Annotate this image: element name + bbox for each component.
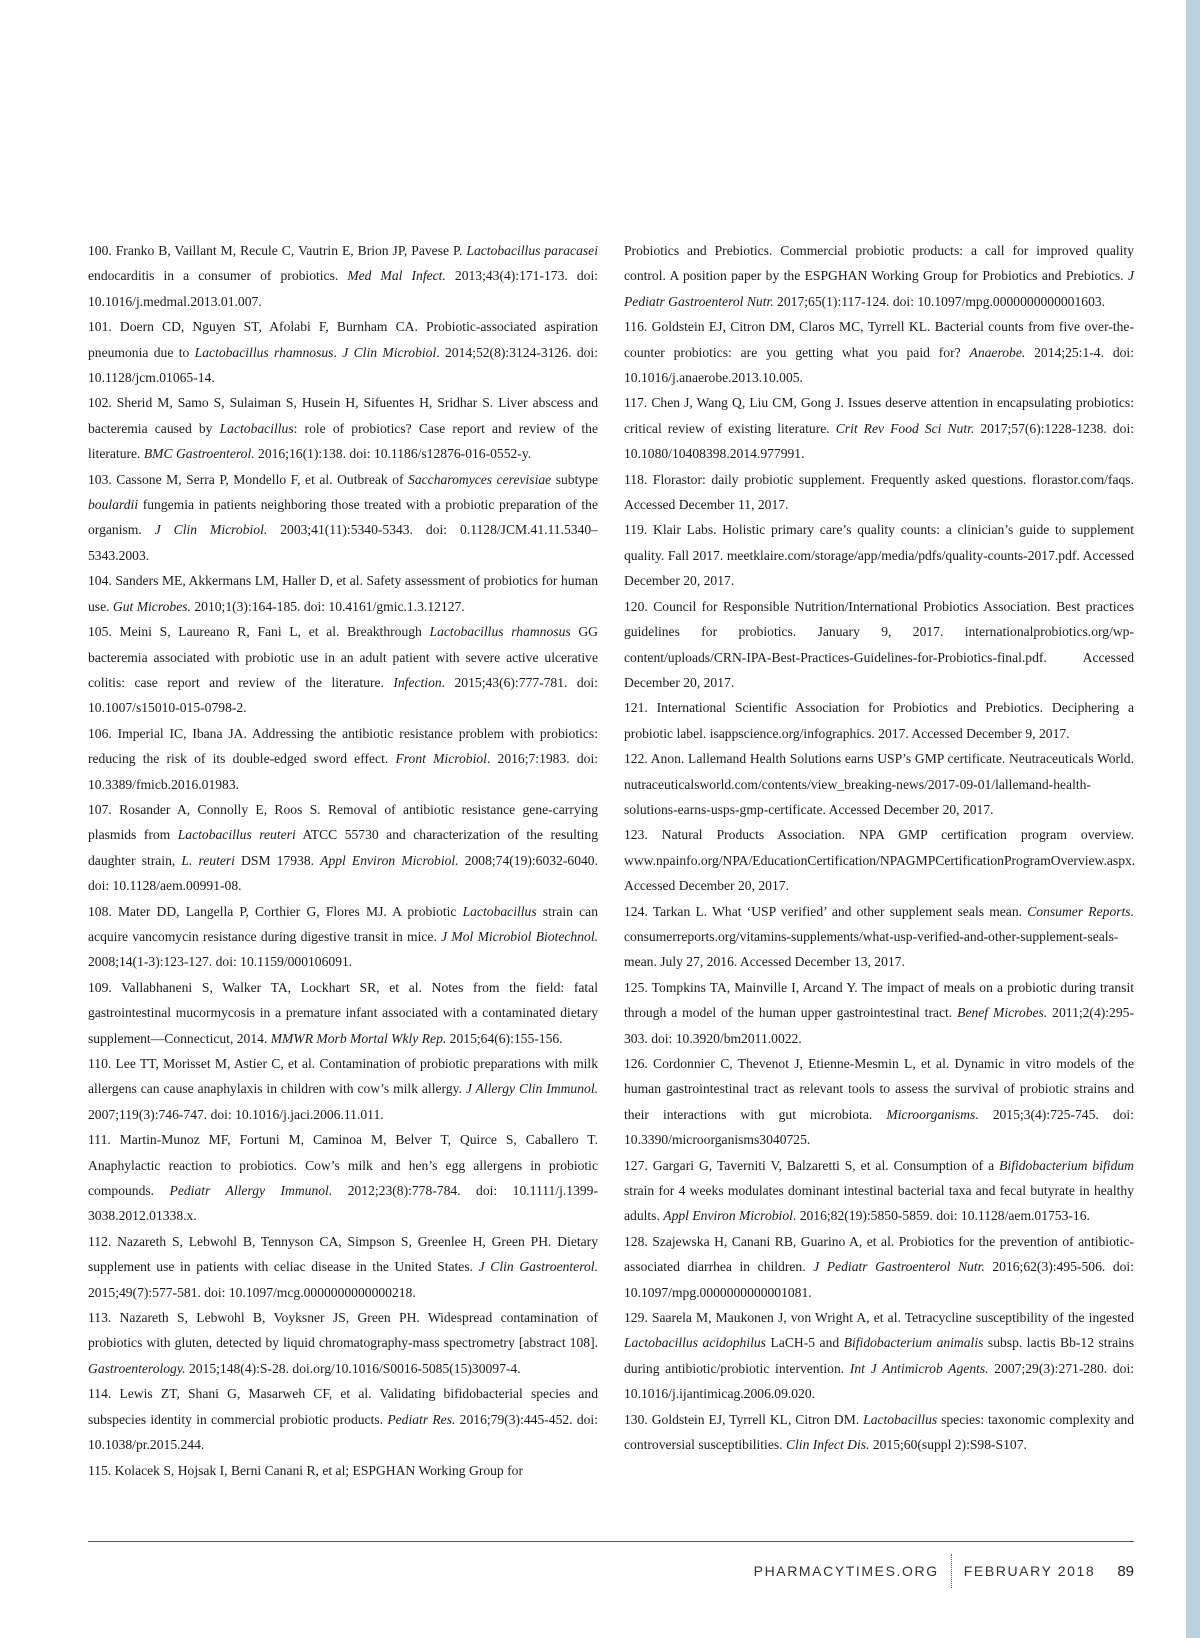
reference-text: 2011;2(4):295-303. doi: 10.3920/bm2011.0022. <box>624 1005 1134 1046</box>
reference-text: 2015;60(suppl 2):S98-S107. <box>869 1437 1027 1453</box>
reference-italic-text: Med Mal Infect. <box>347 268 446 284</box>
reference-text: 2016;79(3):445-452. doi: 10.1038/pr.2015.244. <box>88 1411 598 1453</box>
reference-text: 2007;119(3):746-747. doi: 10.1016/j.jaci.2006.11.011. <box>88 1106 384 1122</box>
reference-italic-text: Benef Microbes. <box>957 1005 1048 1021</box>
reference-text: 2017;57(6):1228-1238. doi: 10.1080/10408398.2014.977991. <box>624 420 1135 462</box>
reference-entry <box>88 1127 598 1229</box>
reference-text: GG bacteremia associated with probiotic use in an adult patient with severe active ulcerative colitis: case report and review of the literature. <box>88 624 598 690</box>
reference-text: 2015;64(6):155-156. <box>446 1030 563 1046</box>
reference-text: 118. Florastor: daily probiotic supplement. Frequently asked questions. florastor.com/faqs. Accessed December 11, 2017. <box>624 471 1134 513</box>
reference-text: 126. Cordonnier C, Thevenot J, Etienne-Mesmin L, et al. Dynamic in vitro models of the human gastrointestinal tract as relevant tools to assess the survival of probiotic strains and their interactions with gut microbiota. <box>624 1056 1134 1122</box>
reference-entry <box>88 568 598 619</box>
reference-italic-text: MMWR Morb Mortal Wkly Rep. <box>270 1030 447 1046</box>
reference-entry <box>624 517 1134 593</box>
reference-entry <box>88 1051 598 1127</box>
reference-italic-text: Pediatr Res. <box>387 1411 456 1427</box>
reference-text: 2016;62(3):495-506. doi: 10.1097/mpg.0000000000001081. <box>624 1259 1134 1300</box>
reference-text: : role of probiotics? Case report and review of the literature. <box>88 420 598 462</box>
reference-text: 105. Meini S, Laureano R, Fani L, et al. Breakthrough <box>88 624 430 640</box>
reference-italic-text: J Mol Microbiol Biotechnol. <box>441 928 598 944</box>
reference-entry <box>88 1458 598 1483</box>
reference-text: 104. Sanders ME, Akkermans LM, Haller D, et al. Safety assessment of probiotics for human use. <box>88 573 598 614</box>
reference-text: 2012;23(8):778-784. doi: 10.1111/j.1399-3038.2012.01338.x. <box>88 1183 598 1224</box>
reference-text: . 2014;52(8):3124-3126. doi: 10.1128/jcm.01065-14. <box>88 344 598 386</box>
reference-italic-text: J Pediatr Gastroenterol Nutr. <box>813 1259 985 1275</box>
reference-text: species: taxonomic complexity and controversial susceptibilities. <box>624 1411 1135 1453</box>
reference-text: 2017;65(1):117-124. doi: 10.1097/mpg.0000000000001603. <box>773 293 1106 309</box>
reference-text: 2003;41(11):5340-5343. doi: 0.1128/JCM.41.11.5340–5343.2003. <box>88 522 598 563</box>
reference-text: 2014;25:1-4. doi: 10.1016/j.anaerobe.2013.10.005. <box>624 344 1134 386</box>
reference-entry <box>88 1305 598 1381</box>
reference-text: 117. Chen J, Wang Q, Liu CM, Gong J. Issues deserve attention in encapsulating probiotics: critical review of existing literature. <box>624 395 1134 436</box>
reference-text: 2013;43(4):171-173. doi: 10.1016/j.medmal.2013.01.007. <box>88 268 598 309</box>
page-number: 89 <box>1117 1562 1134 1580</box>
reference-italic-text: J Clin Microbiol. <box>154 522 268 538</box>
reference-text: 102. Sherid M, Samo S, Sulaiman S, Husein H, Sifuentes H, Sridhar S. Liver abscess and bacteremia caused by <box>88 395 598 436</box>
reference-italic-text: Front Microbiol <box>395 751 487 767</box>
reference-italic-text: Lactobacillus rhamnosus <box>429 624 571 640</box>
reference-text: endocarditis in a consumer of probiotics. <box>88 268 348 284</box>
reference-entry <box>624 1229 1134 1305</box>
reference-italic-text: Lactobacillus reuteri <box>177 827 296 843</box>
reference-italic-text: Lactobacillus rhamnosus <box>194 344 334 360</box>
reference-entry <box>624 975 1134 1051</box>
reference-entry <box>624 1051 1134 1153</box>
reference-italic-text: J Pediatr Gastroenterol Nutr. <box>624 268 1134 309</box>
reference-entry <box>624 1305 1134 1407</box>
reference-entry <box>624 594 1134 696</box>
reference-text: consumerreports.org/vitamins-supplements/what-usp-verified-and-other-supplement-seals-mean. July 27, 2016. Accessed December 13, 2017. <box>624 928 1119 970</box>
reference-italic-text: Lactobacillus <box>863 1411 938 1427</box>
reference-italic-text: L. reuteri <box>181 852 235 868</box>
reference-text: ATCC 55730 and characterization of the resulting daughter strain, <box>88 827 599 868</box>
footer-separator <box>951 1554 952 1588</box>
reference-italic-text: Consumer Reports. <box>1027 903 1134 919</box>
reference-text: strain can acquire vancomycin resistance during digestive transit in mice. <box>88 903 598 944</box>
reference-entry <box>624 899 1134 975</box>
reference-text: . 2016;82(19):5850-5859. doi: 10.1128/aem.01753-16. <box>792 1208 1090 1224</box>
reference-italic-text: Pediatr Allergy Immunol. <box>169 1183 333 1199</box>
reference-italic-text: Crit Rev Food Sci Nutr. <box>835 420 975 436</box>
reference-text: 129. Saarela M, Maukonen J, von Wright A, et al. Tetracycline susceptibility of the ingested <box>624 1310 1134 1326</box>
reference-text: . <box>333 344 343 360</box>
reference-text: Probiotics and Prebiotics. Commercial probiotic products: a call for improved quality control. A position paper by the ESPGHAN Working Group for Probiotics and Prebiotics. <box>624 243 1134 284</box>
reference-entry <box>624 238 1134 314</box>
reference-text: subsp. lactis Bb-12 strains during antibiotic/probiotic intervention. <box>624 1335 1135 1376</box>
reference-text: . 2016;7:1983. doi: 10.3389/fmicb.2016.01983. <box>88 751 598 792</box>
reference-text: 119. Klair Labs. Holistic primary care’s quality counts: a clinician’s guide to supplement quality. Fall 2017. meetklaire.com/storage/app/media/pdfs/quality-counts-2017.pdf. Accessed December 20, 2017. <box>624 522 1134 589</box>
reference-text: 120. Council for Responsible Nutrition/International Probiotics Association. Best practices guidelines for probiotics. January 9, 2017. internationalprobiotics.org/wp-content/uploads/CRN-IPA-Best-Practices-Guidelines-for-Probiotics-final.pdf. Accessed December 20, 2017. <box>624 598 1134 690</box>
reference-entry <box>624 822 1134 898</box>
reference-text: 121. International Scientific Association for Probiotics and Prebiotics. Deciphering a probiotic label. isappscience.org/infographics. 2017. Accessed December 9, 2017. <box>624 700 1134 741</box>
reference-entry <box>88 314 598 390</box>
reference-text: 122. Anon. Lallemand Health Solutions earns USP’s GMP certificate. Neutraceuticals World. nutraceuticalsworld.com/contents/view_breaking-news/2017-09-01/lallemand-health-solutions-earns-usps-gmp-certificate. Accessed December 20, 2017. <box>624 751 1134 817</box>
reference-text: 107. Rosander A, Connolly E, Roos S. Removal of antibiotic resistance gene-carrying plasmids from <box>88 801 598 843</box>
reference-italic-text: Lactobacillus <box>462 903 537 919</box>
reference-text: 128. Szajewska H, Canani RB, Guarino A, et al. Probiotics for the prevention of antibiotic-associated diarrhea in children. <box>624 1233 1134 1275</box>
reference-text: 111. Martin-Munoz MF, Fortuni M, Caminoa M, Belver T, Quirce S, Caballero T. Anaphylactic reaction to probiotics. Cow’s milk and hen’s egg allergens in probiotic compounds. <box>88 1132 598 1199</box>
reference-text: 101. Doern CD, Nguyen ST, Afolabi F, Burnham CA. Probiotic-associated aspiration pneumonia due to <box>88 319 598 360</box>
reference-entry <box>624 1153 1134 1229</box>
reference-italic-text: J Clin Microbiol <box>342 344 437 360</box>
footer-divider <box>88 1541 1134 1542</box>
reference-text: 116. Goldstein EJ, Citron DM, Claros MC, Tyrrell KL. Bacterial counts from five over-the-counter probiotics: are you getting what you paid for? <box>624 319 1134 360</box>
references-right-column <box>624 238 1134 1458</box>
reference-entry <box>624 314 1134 390</box>
reference-text: LaCH-5 and <box>765 1335 844 1351</box>
reference-text: 113. Nazareth S, Lebwohl B, Voyksner JS, Green PH. Widespread contamination of probiotics with gluten, detected by liquid chromatography-mass spectrometry [abstract 108]. <box>88 1310 598 1351</box>
reference-entry <box>624 390 1134 466</box>
reference-italic-text: Bifidobacterium bifidum <box>999 1157 1134 1173</box>
reference-italic-text: Anaerobe. <box>969 344 1026 360</box>
reference-entry <box>88 1381 598 1457</box>
reference-entry <box>624 746 1134 822</box>
reference-italic-text: J Clin Gastroenterol. <box>478 1259 598 1275</box>
reference-italic-text: boulardii <box>88 497 139 513</box>
reference-italic-text: Gut Microbes. <box>112 598 191 614</box>
reference-text: 108. Mater DD, Langella P, Corthier G, Flores MJ. A probiotic <box>88 903 463 919</box>
reference-text: 100. Franko B, Vaillant M, Recule C, Vautrin E, Brion JP, Pavese P. <box>88 243 467 258</box>
reference-italic-text: Microorganisms <box>886 1106 976 1122</box>
reference-text: 2015;148(4):S-28. doi.org/10.1016/S0016-5085(15)30097-4. <box>185 1360 521 1376</box>
reference-italic-text: Appl Environ Microbiol. <box>320 852 459 868</box>
reference-text: 112. Nazareth S, Lebwohl B, Tennyson CA, Simpson S, Greenlee H, Green PH. Dietary supplement use in patients with celiac disease in the United States. <box>88 1233 598 1275</box>
reference-entry <box>88 1229 598 1305</box>
reference-text: 106. Imperial IC, Ibana JA. Addressing the antibiotic resistance problem with probiotics: reducing the risk of its double-edged sword effect. <box>88 725 598 767</box>
reference-text: 123. Natural Products Association. NPA GMP certification program overview. www.npainfo.org/NPA/EducationCertification/NPAGMPCertificationProgramOverview.aspx. Accessed December 20, 2017. <box>624 827 1136 894</box>
reference-text: . 2015;3(4):725-745. doi: 10.3390/microorganisms3040725. <box>624 1106 1134 1148</box>
reference-entry <box>88 797 598 899</box>
reference-text: subtype <box>551 471 599 487</box>
reference-text: 2016;16(1):138. doi: 10.1186/s12876-016-0552-y. <box>254 446 532 462</box>
reference-entry <box>624 1407 1134 1458</box>
reference-entry <box>88 467 598 569</box>
reference-text: fungemia in patients neighboring those treated with a probiotic preparation of the organism. <box>88 497 598 538</box>
reference-entry <box>88 721 598 797</box>
reference-text: 114. Lewis ZT, Shani G, Masarweh CF, et al. Validating bifidobacterial species and subspecies identity in commercial probiotic products. <box>88 1386 598 1427</box>
footer-site: PHARMACYTIMES.ORG <box>753 1563 939 1579</box>
reference-text: 115. Kolacek S, Hojsak I, Berni Canani R, et al; ESPGHAN Working Group for <box>88 1462 523 1478</box>
reference-text: 2008;14(1-3):123-127. doi: 10.1159/000106091. <box>88 954 353 970</box>
reference-entry <box>624 695 1134 746</box>
footer-issue: FEBRUARY 2018 <box>963 1563 1096 1579</box>
reference-text: 2015;49(7):577-581. doi: 10.1097/mcg.0000000000000218. <box>88 1284 416 1300</box>
reference-italic-text: Lactobacillus <box>219 420 294 436</box>
reference-italic-text: Lactobacillus paracasei <box>466 243 598 258</box>
reference-text: 110. Lee TT, Morisset M, Astier C, et al. Contamination of probiotic preparations with milk allergens can cause anaphylaxis in children with cow’s milk allergy. <box>88 1056 598 1097</box>
reference-italic-text: Bifidobacterium animalis <box>843 1335 984 1351</box>
page-footer <box>754 1556 1134 1586</box>
reference-text: 124. Tarkan L. What ‘USP verified’ and other supplement seals mean. <box>624 903 1028 919</box>
reference-italic-text: Clin Infect Dis. <box>785 1437 870 1453</box>
reference-text: 127. Gargari G, Taverniti V, Balzaretti S, et al. Consumption of a <box>624 1157 1000 1173</box>
reference-text: 103. Cassone M, Serra P, Mondello F, et al. Outbreak of <box>88 471 409 487</box>
reference-text: 2008;74(19):6032-6040. doi: 10.1128/aem.00991-08. <box>88 852 598 894</box>
references-left-column <box>88 238 598 1483</box>
reference-italic-text: Lactobacillus acidophilus <box>624 1335 766 1351</box>
reference-text: 125. Tompkins TA, Mainville I, Arcand Y. The impact of meals on a probiotic during transit through a model of the human upper gastrointestinal tract. <box>624 979 1134 1021</box>
reference-italic-text: BMC Gastroenterol. <box>143 446 255 462</box>
reference-entry <box>88 899 598 975</box>
reference-text: 2010;1(3):164-185. doi: 10.4161/gmic.1.3.12127. <box>190 598 465 614</box>
reference-text: . 2015;43(6):777-781. doi: 10.1007/s15010-015-0798-2. <box>88 674 598 716</box>
reference-italic-text: Infection <box>393 674 442 690</box>
reference-text: DSM 17938. <box>234 852 321 868</box>
reference-italic-text: Int J Antimicrob Agents. <box>849 1360 989 1376</box>
reference-entry <box>88 975 598 1051</box>
side-color-bar <box>1186 0 1200 1638</box>
reference-italic-text: Appl Environ Microbiol <box>663 1208 793 1224</box>
reference-entry <box>88 619 598 721</box>
reference-entry <box>624 467 1134 518</box>
reference-italic-text: Gastroenterology. <box>88 1360 186 1376</box>
reference-entry <box>88 390 598 466</box>
reference-text: 2007;29(3):271-280. doi: 10.1016/j.ijantimicag.2006.09.020. <box>624 1360 1135 1402</box>
reference-text: 109. Vallabhaneni S, Walker TA, Lockhart SR, et al. Notes from the field: fatal gastrointestinal mucormycosis in a premature infant associated with a contaminated dietary supplement—Connecticut, 2014. <box>88 979 598 1046</box>
reference-text: 130. Goldstein EJ, Tyrrell KL, Citron DM. <box>624 1411 864 1427</box>
reference-entry <box>88 238 598 314</box>
reference-italic-text: J Allergy Clin Immunol. <box>465 1081 598 1097</box>
reference-italic-text: Saccharomyces cerevisiae <box>408 471 552 487</box>
reference-text: strain for 4 weeks modulates dominant intestinal bacterial taxa and fecal butyrate in healthy adults. <box>624 1183 1134 1224</box>
